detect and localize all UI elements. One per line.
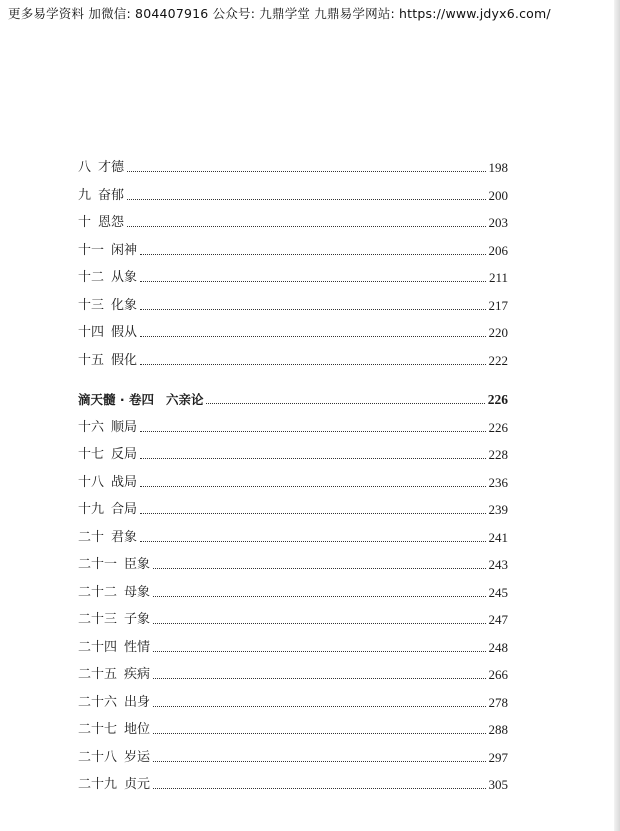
toc-entry-number: 二十一	[78, 557, 118, 572]
dot-leader	[140, 540, 485, 542]
toc-page-number: 226	[488, 420, 508, 435]
toc-entry-title: 假化	[111, 353, 138, 368]
toc-entry-number: 十四	[78, 325, 105, 340]
toc-entry	[78, 184, 508, 204]
toc-entry-title: 子象	[124, 612, 151, 627]
toc-entry-title: 化象	[111, 298, 138, 313]
toc-entry-number: 二十五	[78, 667, 118, 682]
toc-entry-label	[78, 298, 137, 314]
toc-entry	[78, 608, 508, 628]
toc-page-number: 236	[488, 475, 508, 490]
toc-entry-number: 二十六	[78, 695, 118, 710]
toc-entry-number: 二十九	[78, 777, 118, 792]
toc-entry	[78, 498, 508, 518]
toc-entry-number: 十九	[78, 502, 105, 517]
toc-page-number: 288	[488, 722, 508, 737]
toc-page-number: 226	[487, 392, 508, 407]
toc-entry-label	[78, 750, 150, 766]
toc-entry-label	[78, 667, 150, 683]
dot-leader	[140, 335, 485, 337]
toc-entry	[78, 321, 508, 341]
toc-entry-label	[78, 447, 137, 463]
toc-entry-label	[78, 612, 150, 628]
dot-leader	[153, 677, 485, 679]
toc-entry-title: 恩怨	[98, 215, 125, 230]
toc-entry-title: 臣象	[124, 557, 151, 572]
toc-entry-label	[78, 188, 124, 204]
dot-leader	[140, 280, 486, 282]
toc-page-number: 217	[488, 298, 508, 313]
toc-page-number: 222	[488, 353, 508, 368]
dot-leader	[153, 567, 485, 569]
toc-entry-number: 滴天髓 · 卷四	[78, 392, 154, 407]
toc-entry-title: 合局	[111, 502, 138, 517]
dot-leader	[127, 225, 485, 227]
toc-page-number: 266	[488, 667, 508, 682]
toc-entry	[78, 349, 508, 369]
toc-entry-title: 奋郁	[98, 188, 125, 203]
toc-entry-title: 岁运	[124, 750, 151, 765]
toc-entry-number: 二十三	[78, 612, 118, 627]
toc-entry-number: 二十七	[78, 722, 118, 737]
toc-page-number: 248	[488, 640, 508, 655]
dot-leader	[140, 485, 485, 487]
toc-entry	[78, 691, 508, 711]
toc-entry-number: 十三	[78, 298, 105, 313]
toc-entry-title: 才德	[98, 160, 125, 175]
toc-entry-title: 母象	[124, 585, 151, 600]
toc-entry-number: 八	[78, 160, 92, 175]
dot-leader	[140, 308, 485, 310]
toc-page-number: 228	[488, 447, 508, 462]
toc-entry-number: 二十四	[78, 640, 118, 655]
toc-entry-title: 君象	[111, 530, 138, 545]
toc-entry-title: 闲神	[111, 243, 138, 258]
dot-leader	[140, 363, 485, 365]
header-watermark-text: 更多易学资料 加微信: 804407916 公众号: 九鼎学堂 九鼎易学网站: https://www.jdyx6.com/	[8, 6, 551, 21]
toc-entry-label	[78, 270, 137, 286]
toc-entry-label	[78, 325, 137, 341]
toc-entry-number: 二十二	[78, 585, 118, 600]
toc-section-heading	[78, 388, 508, 408]
toc-page-number: 203	[488, 215, 508, 230]
toc-entry	[78, 239, 508, 259]
dot-leader	[153, 650, 485, 652]
toc-page-number: 200	[488, 188, 508, 203]
toc-entry-number: 十	[78, 215, 92, 230]
toc-entry	[78, 443, 508, 463]
toc-entry	[78, 294, 508, 314]
dot-leader	[153, 760, 485, 762]
toc-entry-title: 贞元	[124, 777, 151, 792]
toc-entry-title: 从象	[111, 270, 138, 285]
toc-entry-number: 十六	[78, 420, 105, 435]
toc-page-number: 241	[488, 530, 508, 545]
toc-entry-number: 十一	[78, 243, 105, 258]
toc-entry-label	[78, 160, 124, 176]
toc-page-number: 198	[488, 160, 508, 175]
toc-entry-number: 九	[78, 188, 92, 203]
dot-leader	[140, 430, 485, 432]
toc-entry	[78, 526, 508, 546]
dot-leader	[127, 198, 485, 200]
toc-entry-label	[78, 530, 137, 546]
toc-entry-title: 出身	[124, 695, 151, 710]
toc-page-number: 206	[488, 243, 508, 258]
toc-entry-label	[78, 243, 137, 259]
toc-entry	[78, 416, 508, 436]
toc-entry-title: 六亲论	[165, 392, 204, 407]
dot-leader	[153, 732, 485, 734]
toc-entry-label	[78, 640, 150, 656]
toc-entry-number: 二十八	[78, 750, 118, 765]
toc-entry-title: 顺局	[111, 420, 138, 435]
dot-leader	[153, 595, 485, 597]
toc-entry-label	[78, 215, 124, 231]
toc-entry	[78, 663, 508, 683]
toc-entry	[78, 156, 508, 176]
toc-entry	[78, 211, 508, 231]
toc-entry-number: 二十	[78, 530, 105, 545]
toc-page-number: 220	[488, 325, 508, 340]
toc-entry-label	[78, 502, 137, 518]
toc-entry-number: 十七	[78, 447, 105, 462]
toc-entry-number: 十八	[78, 475, 105, 490]
toc-entry-title: 性情	[124, 640, 151, 655]
toc-page-number: 247	[488, 612, 508, 627]
toc-entry-title: 地位	[124, 722, 151, 737]
toc-page-number: 297	[488, 750, 508, 765]
toc-entry-title: 反局	[111, 447, 138, 462]
toc-entry-label	[78, 353, 137, 369]
toc-entry-label	[78, 557, 150, 573]
toc-page-number: 211	[488, 270, 508, 285]
toc-entry	[78, 581, 508, 601]
toc-entry-label	[78, 392, 203, 408]
toc-entry-number: 十二	[78, 270, 105, 285]
dot-leader	[140, 457, 485, 459]
toc-entry	[78, 773, 508, 793]
toc-entry-label	[78, 420, 137, 436]
toc-page-number: 305	[488, 777, 508, 792]
dot-leader	[206, 402, 484, 404]
toc-entry-title: 假从	[111, 325, 138, 340]
dot-leader	[153, 705, 485, 707]
toc-entry	[78, 553, 508, 573]
toc-entry-title: 疾病	[124, 667, 151, 682]
toc-entry-label	[78, 777, 150, 793]
dot-leader	[153, 622, 485, 624]
toc-entry-label	[78, 722, 150, 738]
dot-leader	[140, 253, 485, 255]
dot-leader	[127, 170, 485, 172]
toc-entry	[78, 471, 508, 491]
toc-entry-label	[78, 585, 150, 601]
toc-page-number: 278	[488, 695, 508, 710]
toc-entry-label	[78, 475, 137, 491]
toc-entry	[78, 746, 508, 766]
toc-page-number: 243	[488, 557, 508, 572]
toc-entry-label	[78, 695, 150, 711]
toc-entry-number: 十五	[78, 353, 105, 368]
toc-entry	[78, 266, 508, 286]
toc-page-number: 245	[488, 585, 508, 600]
toc-entry-title: 战局	[111, 475, 138, 490]
toc-entry	[78, 718, 508, 738]
toc-page-number: 239	[488, 502, 508, 517]
dot-leader	[140, 512, 485, 514]
dot-leader	[153, 787, 485, 789]
toc-entry	[78, 636, 508, 656]
